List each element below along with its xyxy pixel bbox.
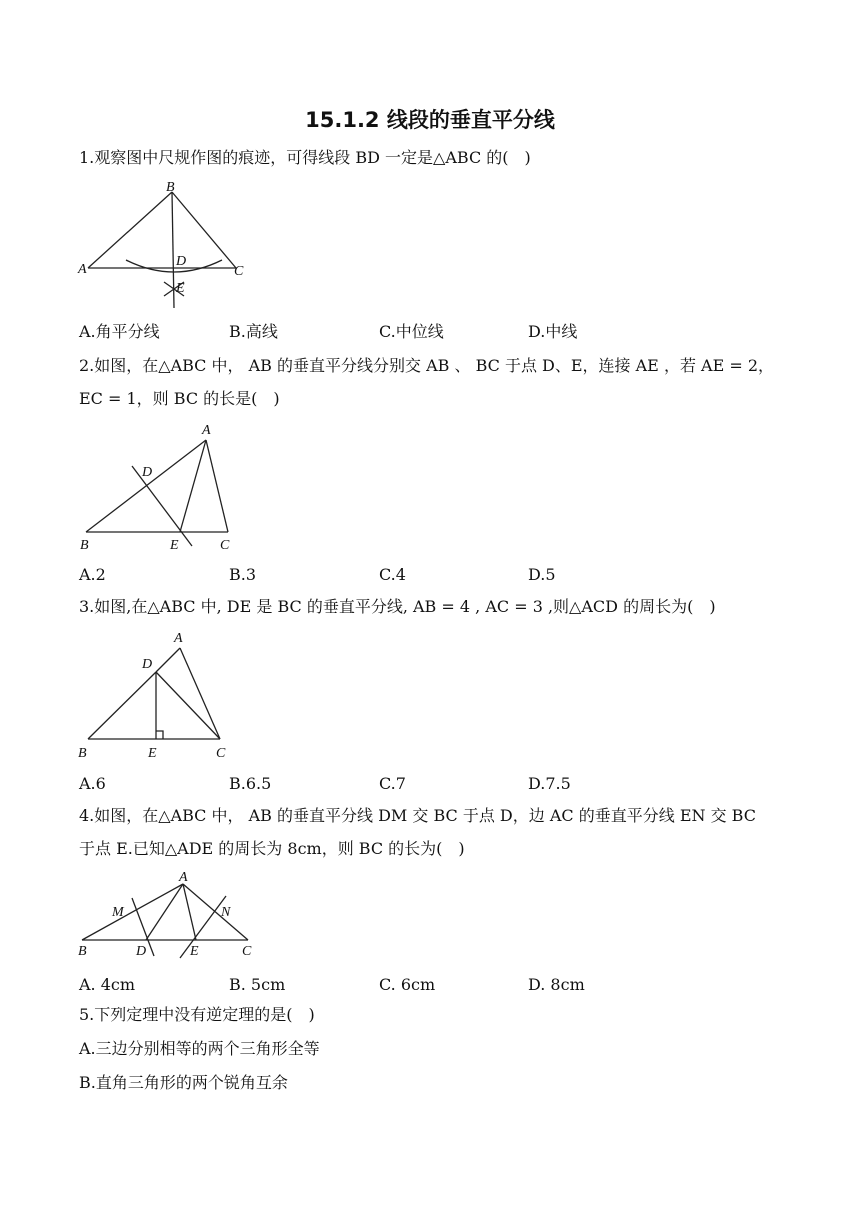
q2-option-c[interactable]: C.4 bbox=[379, 565, 406, 584]
question-3-figure bbox=[76, 626, 246, 766]
q3-option-c[interactable]: C.7 bbox=[379, 774, 406, 793]
q5-option-b[interactable]: B.直角三角形的两个锐角互余 bbox=[79, 1073, 288, 1092]
q2-label-B: B bbox=[80, 538, 89, 553]
q2-label-A: A bbox=[202, 423, 211, 438]
q3-option-d[interactable]: D.7.5 bbox=[528, 774, 571, 793]
q3-label-E: E bbox=[148, 746, 157, 761]
question-2-figure bbox=[76, 418, 246, 558]
question-2-stem-line1: 2.如图，在△ABC 中， AB 的垂直平分线分别交 AB 、 BC 于点 D、E，连接 AE ，若 AE = 2， bbox=[79, 356, 775, 375]
q1-option-d[interactable]: D.中线 bbox=[528, 322, 578, 341]
q3-label-C: C bbox=[216, 746, 226, 761]
q1-label-B: B bbox=[166, 180, 175, 195]
question-1-figure bbox=[76, 176, 256, 312]
question-4-figure bbox=[76, 866, 266, 966]
q4-option-c[interactable]: C. 6cm bbox=[379, 975, 436, 994]
q3-label-D: D bbox=[142, 657, 153, 672]
q2-option-a[interactable]: A.2 bbox=[79, 565, 106, 584]
q1-option-c[interactable]: C.中位线 bbox=[379, 322, 444, 341]
q1-option-b[interactable]: B.高线 bbox=[229, 322, 278, 341]
question-4-stem-line2: 于点 E.已知△ADE 的周长为 8cm，则 BC 的长为( ) bbox=[79, 839, 465, 858]
q1-option-a[interactable]: A.角平分线 bbox=[79, 322, 160, 341]
q3-label-A: A bbox=[174, 631, 183, 646]
page-title: 15.1.2 线段的垂直平分线 bbox=[305, 108, 555, 132]
q3-option-a[interactable]: A.6 bbox=[79, 774, 106, 793]
q3-label-B: B bbox=[78, 746, 87, 761]
q2-option-b[interactable]: B.3 bbox=[229, 565, 257, 584]
q5-option-a[interactable]: A.三边分别相等的两个三角形全等 bbox=[79, 1039, 320, 1058]
question-2-stem-line2: EC = 1，则 BC 的长是( ) bbox=[79, 389, 280, 408]
question-3-stem: 3.如图,在△ABC 中, DE 是 BC 的垂直平分线, AB = 4 , AC = 3 ,则△ACD 的周长为( ) bbox=[79, 597, 716, 616]
q2-label-D: D bbox=[142, 465, 153, 480]
question-4-stem-line1: 4.如图，在△ABC 中， AB 的垂直平分线 DM 交 BC 于点 D，边 AC 的垂直平分线 EN 交 BC bbox=[79, 806, 756, 825]
q4-label-D: D bbox=[136, 944, 147, 959]
q4-label-A: A bbox=[179, 870, 188, 885]
q4-label-N: N bbox=[221, 905, 231, 920]
q4-label-C: C bbox=[242, 944, 252, 959]
q1-label-D: D bbox=[176, 254, 187, 269]
q2-label-E: E bbox=[170, 538, 179, 553]
q4-option-b[interactable]: B. 5cm bbox=[229, 975, 286, 994]
q2-option-d[interactable]: D.5 bbox=[528, 565, 556, 584]
q4-label-M: M bbox=[112, 905, 124, 920]
q4-option-a[interactable]: A. 4cm bbox=[79, 975, 136, 994]
q1-label-C: C bbox=[234, 264, 244, 279]
q1-label-E: E bbox=[176, 281, 185, 296]
question-1-stem: 1.观察图中尺规作图的痕迹，可得线段 BD 一定是△ABC 的( ) bbox=[79, 148, 531, 167]
q1-label-A: A bbox=[78, 262, 87, 277]
q4-label-E: E bbox=[190, 944, 199, 959]
q3-option-b[interactable]: B.6.5 bbox=[229, 774, 272, 793]
question-5-stem: 5.下列定理中没有逆定理的是( ) bbox=[79, 1005, 315, 1024]
q2-label-C: C bbox=[220, 538, 230, 553]
q4-option-d[interactable]: D. 8cm bbox=[528, 975, 585, 994]
q4-label-B: B bbox=[78, 944, 87, 959]
